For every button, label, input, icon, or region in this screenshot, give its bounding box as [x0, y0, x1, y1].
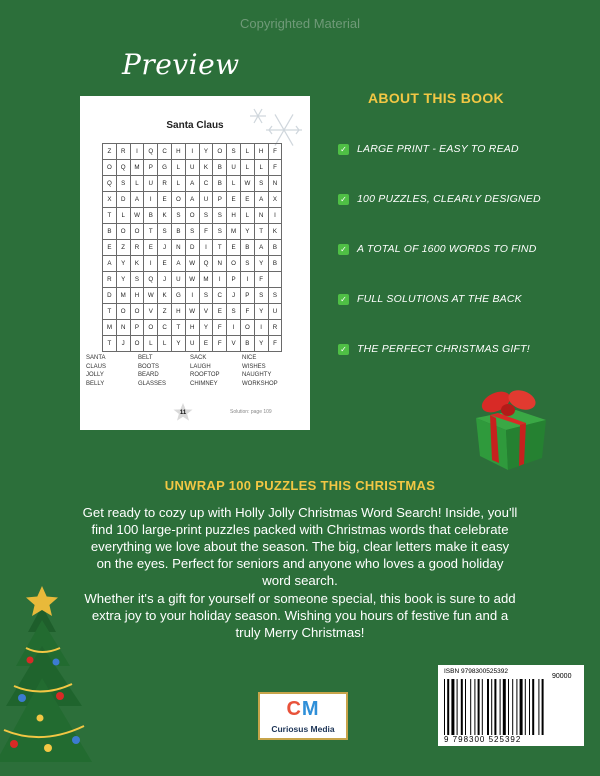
grid-cell: U [199, 192, 213, 208]
grid-cell: I [213, 272, 227, 288]
grid-cell: S [116, 176, 130, 192]
grid-row [103, 208, 282, 224]
grid-row [103, 160, 282, 176]
grid-cell: I [130, 144, 144, 160]
barcode-bar [525, 679, 526, 735]
grid-cell: C [158, 320, 172, 336]
grid-cell: T [103, 304, 117, 320]
barcode-bar [444, 679, 445, 735]
unwrap-heading: UNWRAP 100 PUZZLES THIS CHRISTMAS [164, 478, 436, 493]
grid-cell: S [213, 208, 227, 224]
grid-cell: H [254, 144, 268, 160]
grid-cell: O [116, 304, 130, 320]
grid-cell: Q [199, 256, 213, 272]
grid-cell: O [130, 224, 144, 240]
grid-cell: B [171, 224, 185, 240]
grid-cell: K [130, 256, 144, 272]
grid-cell: T [254, 224, 268, 240]
grid-cell: U [185, 336, 199, 352]
description-paragraph: Whether it's a gift for yourself or someone special, this book is sure to add extra joy to your holiday season. Wishing you hours of festive fun and a truly Merry Christmas! [84, 591, 516, 640]
grid-cell [268, 272, 282, 288]
grid-cell: Y [199, 144, 213, 160]
checkmark-icon: ✓ [338, 144, 349, 155]
grid-cell: K [268, 224, 282, 240]
grid-cell: O [144, 320, 158, 336]
grid-cell: P [144, 160, 158, 176]
grid-cell: E [199, 336, 213, 352]
grid-row [103, 272, 282, 288]
grid-cell: E [240, 192, 254, 208]
grid-cell: E [227, 240, 241, 256]
grid-cell: Y [171, 336, 185, 352]
grid-cell: O [171, 192, 185, 208]
sample-puzzle-page [80, 96, 310, 430]
publisher-name: Curiosus Media [271, 724, 335, 734]
grid-cell: S [185, 224, 199, 240]
barcode-bar [451, 679, 454, 735]
grid-cell: B [103, 224, 117, 240]
grid-cell: E [144, 240, 158, 256]
grid-cell: P [240, 288, 254, 304]
grid-cell: H [171, 304, 185, 320]
word-list-item: CHIMNEY [190, 380, 218, 387]
grid-cell: I [268, 208, 282, 224]
grid-cell: F [254, 272, 268, 288]
grid-cell: R [158, 176, 172, 192]
grid-cell: M [199, 272, 213, 288]
grid-cell: L [240, 208, 254, 224]
grid-cell: M [227, 224, 241, 240]
grid-cell: Z [158, 304, 172, 320]
grid-cell: Q [103, 176, 117, 192]
grid-cell: F [268, 336, 282, 352]
grid-cell: P [130, 320, 144, 336]
grid-cell: E [158, 192, 172, 208]
grid-cell: O [130, 304, 144, 320]
grid-cell: H [227, 208, 241, 224]
grid-cell: D [185, 240, 199, 256]
grid-cell: B [240, 336, 254, 352]
grid-cell: A [254, 240, 268, 256]
gift-box-icon [468, 384, 554, 474]
grid-cell: B [213, 176, 227, 192]
grid-cell: W [185, 272, 199, 288]
grid-cell: Y [199, 320, 213, 336]
feature-item [338, 143, 519, 155]
feature-text: THE PERFECT CHRISTMAS GIFT! [357, 343, 530, 355]
barcode-bar [532, 679, 534, 735]
grid-cell: Y [116, 256, 130, 272]
publisher-monogram [260, 698, 346, 721]
grid-cell: N [268, 176, 282, 192]
barcode-bars [444, 679, 578, 735]
grid-cell: D [103, 288, 117, 304]
word-list-item: WORKSHOP [242, 380, 278, 387]
grid-cell: T [213, 240, 227, 256]
grid-cell: I [144, 192, 158, 208]
grid-cell: W [144, 288, 158, 304]
grid-cell: I [144, 256, 158, 272]
barcode-bar [508, 679, 509, 735]
barcode-bar [465, 679, 466, 735]
grid-cell: Z [116, 240, 130, 256]
barcode-bar [474, 679, 475, 735]
grid-cell: C [199, 176, 213, 192]
grid-cell: G [158, 160, 172, 176]
feature-text: A TOTAL OF 1600 WORDS TO FIND [357, 243, 537, 255]
feature-text: FULL SOLUTIONS AT THE BACK [357, 293, 522, 305]
grid-cell: K [158, 288, 172, 304]
grid-cell: M [103, 320, 117, 336]
grid-cell: A [254, 192, 268, 208]
word-list-item: LAUGH [190, 363, 211, 370]
grid-cell: A [185, 192, 199, 208]
grid-cell: Y [254, 256, 268, 272]
word-list-item: CLAUS [86, 363, 107, 370]
grid-cell: S [130, 272, 144, 288]
grid-cell: P [213, 192, 227, 208]
word-search-grid [102, 143, 282, 352]
grid-cell: J [116, 336, 130, 352]
grid-cell: R [116, 144, 130, 160]
barcode-bar [447, 679, 449, 735]
grid-cell: X [103, 192, 117, 208]
grid-row [103, 176, 282, 192]
grid-row [103, 288, 282, 304]
grid-cell: E [227, 192, 241, 208]
grid-cell: M [116, 288, 130, 304]
grid-cell: S [254, 176, 268, 192]
grid-cell: F [268, 144, 282, 160]
grid-cell: U [144, 176, 158, 192]
grid-cell: Y [240, 224, 254, 240]
page-number: 11 [179, 410, 187, 416]
word-list-item: ROOFTOP [190, 372, 220, 379]
grid-cell: H [171, 144, 185, 160]
word-list [86, 354, 286, 388]
grid-cell: B [268, 240, 282, 256]
grid-cell: S [227, 144, 241, 160]
grid-cell: F [213, 336, 227, 352]
grid-cell: N [171, 240, 185, 256]
barcode-bar [457, 679, 458, 735]
grid-cell: A [185, 176, 199, 192]
grid-cell: T [103, 208, 117, 224]
word-list-item: GLASSES [138, 380, 167, 387]
grid-cell: S [171, 208, 185, 224]
grid-cell: U [185, 160, 199, 176]
barcode-bar [478, 679, 480, 735]
grid-cell: A [130, 192, 144, 208]
grid-cell: S [254, 288, 268, 304]
grid-cell: T [144, 224, 158, 240]
grid-cell: J [158, 272, 172, 288]
checkmark-icon: ✓ [338, 294, 349, 305]
grid-cell: B [268, 256, 282, 272]
grid-cell: K [199, 160, 213, 176]
grid-cell: S [199, 288, 213, 304]
grid-row [103, 320, 282, 336]
grid-cell: Q [144, 272, 158, 288]
grid-row [103, 304, 282, 320]
grid-cell: L [240, 160, 254, 176]
preview-heading: Preview [122, 48, 240, 81]
grid-cell: V [144, 304, 158, 320]
word-list-item: JOLLY [86, 372, 104, 379]
grid-row [103, 144, 282, 160]
grid-cell: I [185, 288, 199, 304]
grid-cell: B [240, 240, 254, 256]
grid-cell: A [103, 256, 117, 272]
grid-cell: Y [254, 336, 268, 352]
grid-cell: I [185, 144, 199, 160]
word-list-item: BELT [138, 355, 153, 361]
checkmark-icon: ✓ [338, 344, 349, 355]
description-paragraph: Get ready to cozy up with Holly Jolly Christmas Word Search! Inside, you'll find 100 large-print puzzles packed with Christmas words that celebrate everything we love about the season. The big, clear letters make it easy on the eyes. Perfect for seniors and anyone who loves a good holiday word search. [82, 505, 518, 588]
grid-cell: F [199, 224, 213, 240]
word-list-item: NICE [242, 355, 257, 361]
grid-cell: O [103, 160, 117, 176]
monogram-letter: M [301, 698, 320, 720]
barcode-bar [538, 679, 539, 735]
barcode-digits: 9 798300 525392 [444, 735, 522, 744]
grid-cell: L [158, 336, 172, 352]
grid-cell: S [213, 224, 227, 240]
grid-cell: N [213, 256, 227, 272]
grid-cell: L [171, 160, 185, 176]
grid-cell: A [171, 256, 185, 272]
grid-cell: W [185, 304, 199, 320]
watermark-text: Copyrighted Material [240, 16, 360, 31]
word-list-item: NAUGHTY [242, 372, 272, 379]
feature-item [338, 193, 541, 205]
grid-cell: S [240, 256, 254, 272]
grid-cell: J [158, 240, 172, 256]
checkmark-icon: ✓ [338, 244, 349, 255]
grid-cell: U [171, 272, 185, 288]
isbn-label: ISBN 9798300525392 [444, 668, 508, 675]
publisher-logo [258, 692, 348, 740]
grid-cell: O [185, 208, 199, 224]
grid-cell: O [116, 224, 130, 240]
grid-cell: L [254, 160, 268, 176]
grid-cell: I [254, 320, 268, 336]
grid-cell: P [227, 272, 241, 288]
checkmark-icon: ✓ [338, 194, 349, 205]
barcode-bar [494, 679, 496, 735]
grid-cell: R [130, 240, 144, 256]
barcode-bar [482, 679, 483, 735]
grid-cell: T [171, 320, 185, 336]
grid-cell: L [116, 208, 130, 224]
grid-cell: S [199, 208, 213, 224]
grid-cell: O [240, 320, 254, 336]
barcode-bar [461, 679, 463, 735]
christmas-tree-icon [0, 586, 112, 776]
grid-cell: W [130, 208, 144, 224]
grid-cell: B [213, 160, 227, 176]
barcode-bar [542, 679, 544, 735]
grid-row [103, 256, 282, 272]
grid-row [103, 192, 282, 208]
barcode-bar [487, 679, 489, 735]
feature-text: LARGE PRINT - EASY TO READ [357, 143, 519, 155]
grid-cell: R [103, 272, 117, 288]
price-code: 90000 [552, 673, 572, 680]
word-list-item: BELLY [86, 380, 105, 387]
grid-cell: L [144, 336, 158, 352]
feature-text: 100 PUZZLES, CLEARLY DESIGNED [357, 193, 541, 205]
grid-cell: I [199, 240, 213, 256]
grid-cell: H [185, 320, 199, 336]
barcode-bar [516, 679, 517, 735]
barcode-bar [470, 679, 471, 735]
feature-item [338, 243, 536, 255]
grid-cell: L [227, 176, 241, 192]
feature-item [338, 343, 530, 355]
grid-cell: V [227, 336, 241, 352]
barcode-bar [500, 679, 501, 735]
grid-cell: L [171, 176, 185, 192]
grid-cell: N [116, 320, 130, 336]
grid-cell: O [213, 144, 227, 160]
barcode-bar [503, 679, 506, 735]
grid-row [103, 336, 282, 352]
grid-cell: W [185, 256, 199, 272]
grid-cell: G [171, 288, 185, 304]
word-list-item: BEARD [138, 372, 159, 379]
grid-cell: E [158, 256, 172, 272]
solution-reference: Solution: page 109 [230, 409, 272, 415]
puzzle-title: Santa Claus [166, 120, 224, 131]
about-heading: ABOUT THIS BOOK [368, 90, 504, 106]
word-list-item: SACK [190, 355, 207, 361]
feature-item [338, 293, 522, 305]
grid-cell: E [213, 304, 227, 320]
grid-row [103, 240, 282, 256]
grid-cell: S [158, 224, 172, 240]
grid-cell: I [227, 320, 241, 336]
grid-cell: K [158, 208, 172, 224]
grid-cell: C [213, 288, 227, 304]
grid-cell: L [240, 144, 254, 160]
grid-cell: N [254, 208, 268, 224]
grid-cell: W [240, 176, 254, 192]
barcode-bar [491, 679, 492, 735]
grid-cell: F [268, 160, 282, 176]
barcode-bar [529, 679, 530, 735]
grid-cell: X [268, 192, 282, 208]
grid-cell: U [268, 304, 282, 320]
grid-cell: Z [103, 144, 117, 160]
barcode-bar [520, 679, 523, 735]
grid-cell: D [116, 192, 130, 208]
grid-cell: B [144, 208, 158, 224]
grid-cell: F [240, 304, 254, 320]
monogram-letter: C [286, 698, 302, 720]
grid-cell: H [130, 288, 144, 304]
grid-cell: C [158, 144, 172, 160]
grid-cell: Q [144, 144, 158, 160]
grid-cell: Q [116, 160, 130, 176]
grid-cell: O [130, 336, 144, 352]
grid-cell: S [227, 304, 241, 320]
barcode-bar [512, 679, 513, 735]
grid-cell: S [268, 288, 282, 304]
grid-cell: V [199, 304, 213, 320]
word-list-item: SANTA [86, 355, 106, 361]
word-list-item: BOOTS [138, 363, 160, 370]
grid-cell: M [130, 160, 144, 176]
grid-row [103, 224, 282, 240]
grid-cell: U [227, 160, 241, 176]
grid-cell: J [227, 288, 241, 304]
word-list-item: WISHES [242, 363, 266, 370]
grid-cell: R [268, 320, 282, 336]
grid-cell: I [240, 272, 254, 288]
grid-cell: Y [116, 272, 130, 288]
grid-cell: L [130, 176, 144, 192]
grid-cell: Y [254, 304, 268, 320]
grid-cell: O [227, 256, 241, 272]
grid-cell: F [213, 320, 227, 336]
isbn-barcode [438, 665, 584, 746]
grid-cell: E [103, 240, 117, 256]
grid-cell: T [103, 336, 117, 352]
